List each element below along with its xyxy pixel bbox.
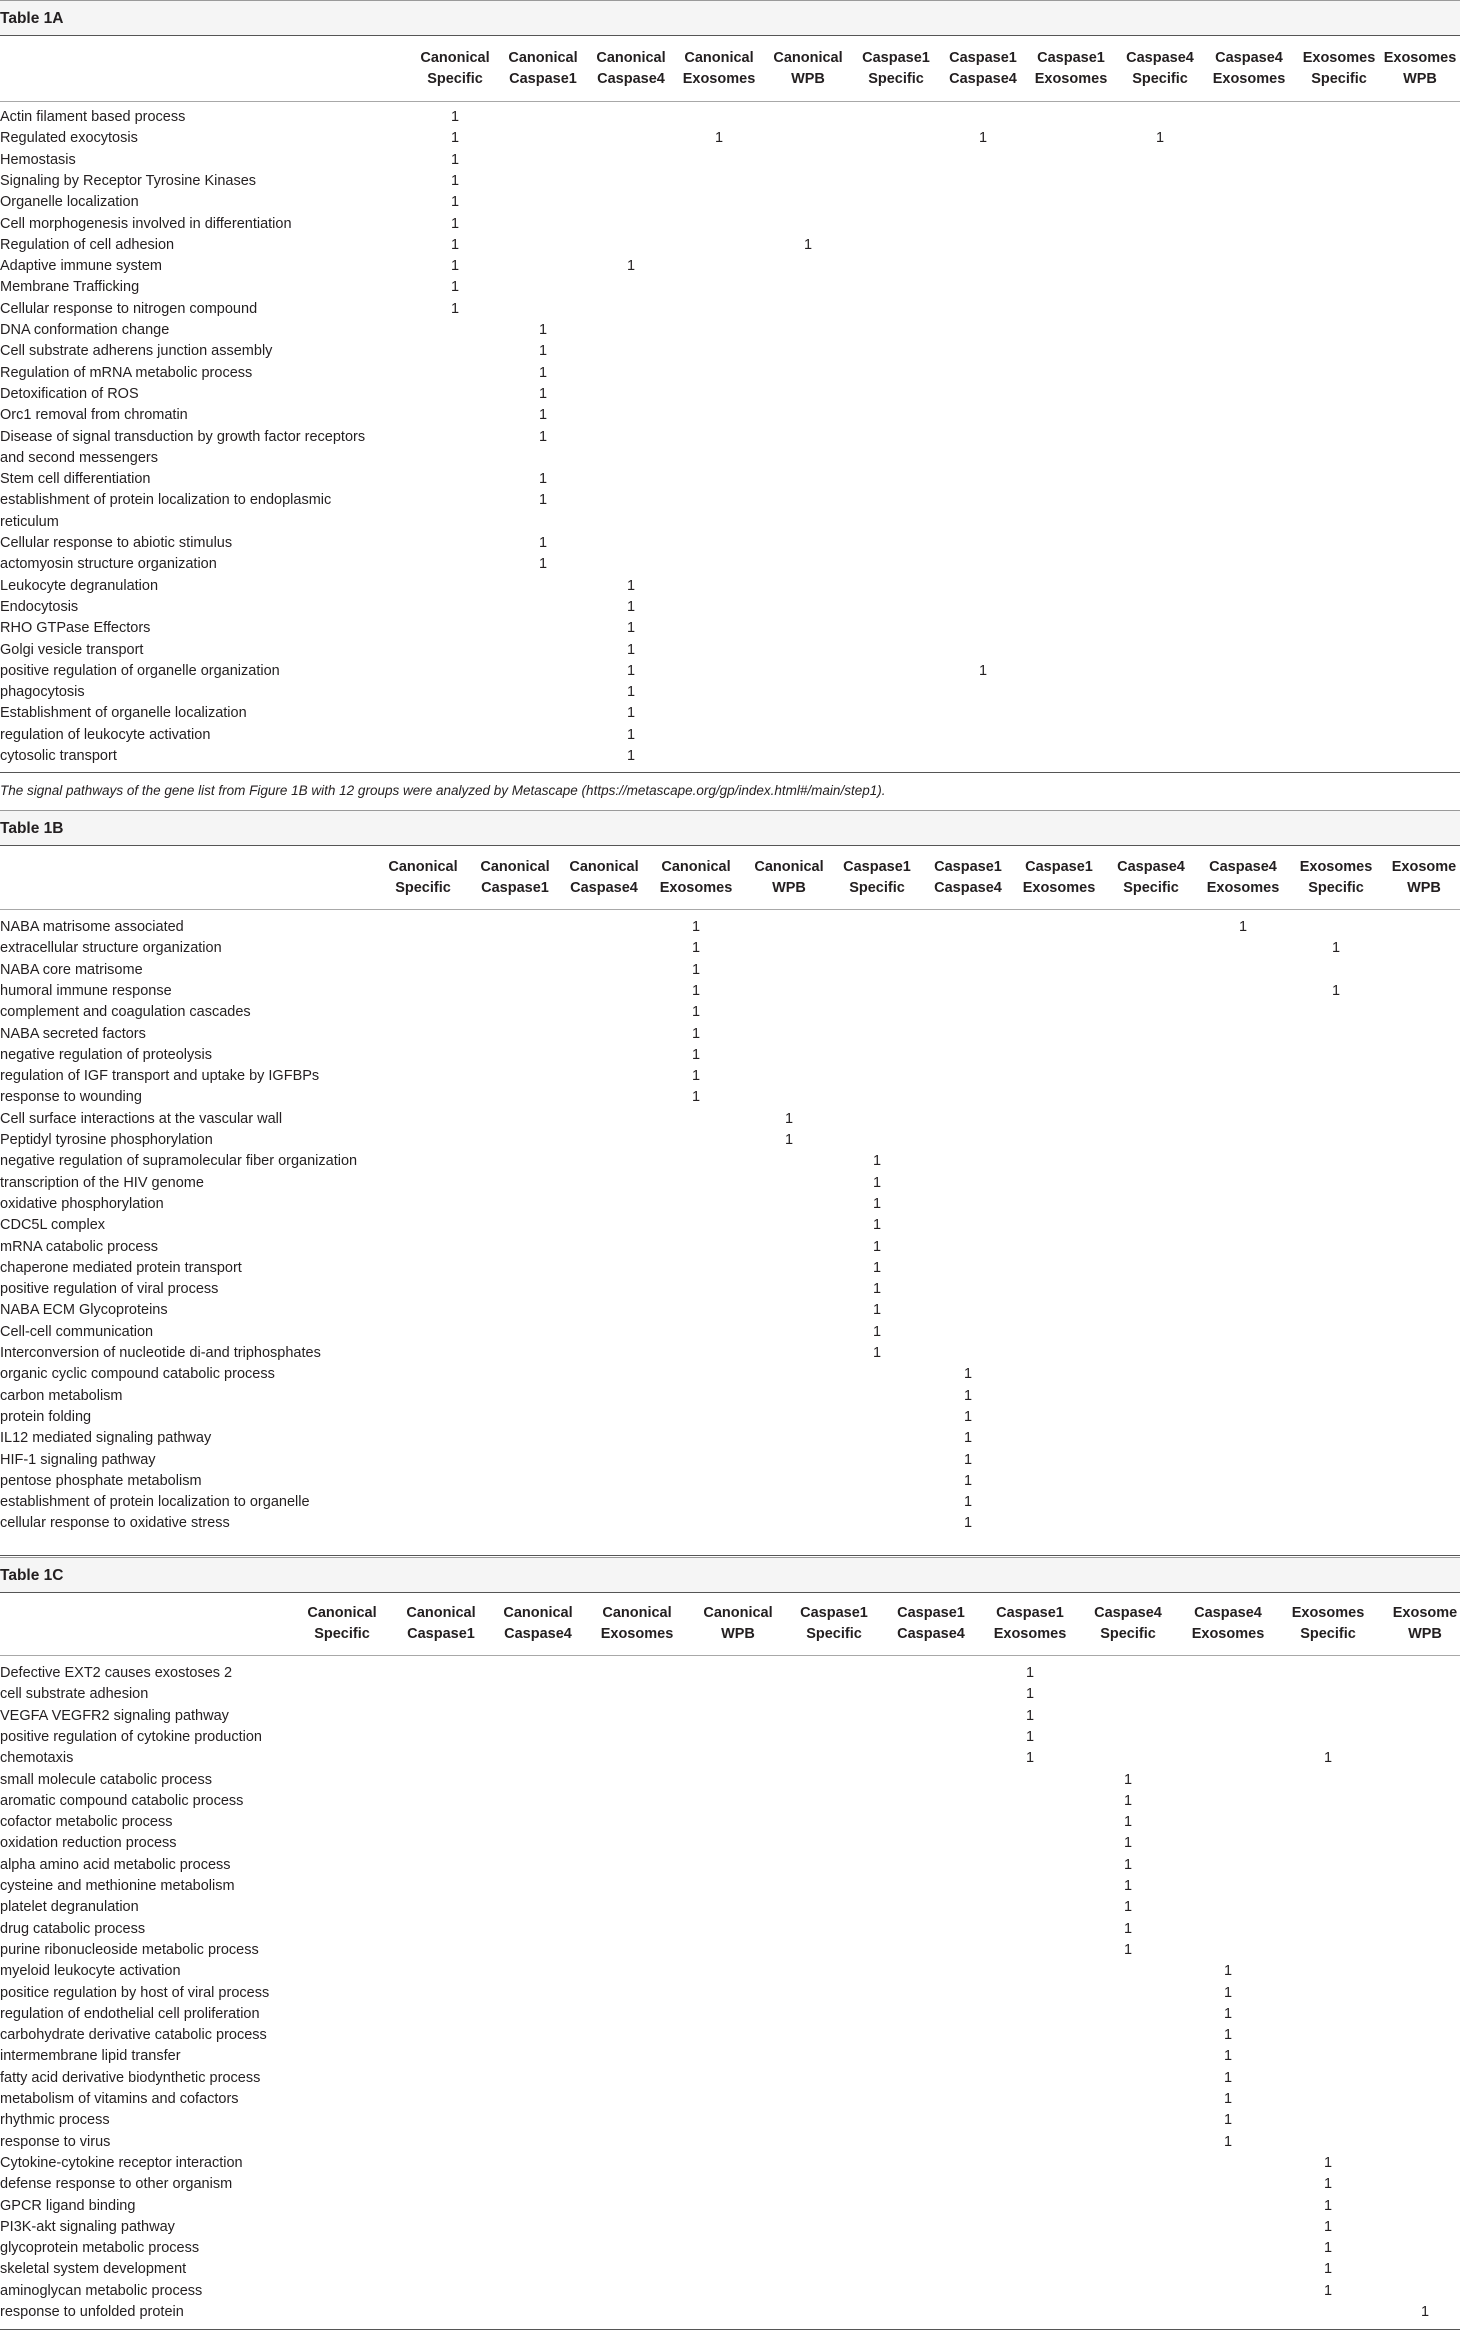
row-label: Regulation of mRNA metabolic process xyxy=(0,364,253,381)
cell-value: 1 xyxy=(691,1068,701,1085)
row-label: cell substrate adhesion xyxy=(0,1686,149,1703)
row-label: organic cyclic compound catabolic process xyxy=(0,1366,275,1383)
row-label: intermembrane lipid transfer xyxy=(0,2048,181,2065)
row-label: Membrane Trafficking xyxy=(0,279,140,296)
row-label: purine ribonucleoside metabolic process xyxy=(0,1941,259,1958)
cell-value: 1 xyxy=(978,130,988,147)
cell-value: 1 xyxy=(538,385,548,402)
cell-value: 1 xyxy=(1323,1750,1333,1767)
row-label: VEGFA VEGFR2 signaling pathway xyxy=(0,1707,229,1724)
row-label: Cell morphogenesis involved in differentiation xyxy=(0,215,292,232)
row-label: Disease of signal transduction by growth factor receptors and second messengers xyxy=(0,428,366,466)
cell-value: 1 xyxy=(963,1430,973,1447)
column-header: Exosomes Specific xyxy=(1291,1605,1365,1642)
cell-value: 1 xyxy=(691,919,701,935)
row-label: Establishment of organelle localization xyxy=(0,705,247,722)
cell-value: 1 xyxy=(626,705,636,722)
cell-value: 1 xyxy=(626,641,636,658)
row-label: Interconversion of nucleotide di-and triphosphates xyxy=(0,1345,321,1361)
row-label: Stem cell differentiation xyxy=(0,471,151,488)
cell-value: 1 xyxy=(1323,2240,1333,2257)
row-label: NABA ECM Glycoproteins xyxy=(0,1302,168,1319)
cell-value: 1 xyxy=(691,1089,701,1106)
cell-value: 1 xyxy=(450,194,460,211)
row-label: pentose phosphate metabolism xyxy=(0,1472,202,1489)
column-header: Canonical Specific xyxy=(307,1605,377,1642)
row-label: cofactor metabolic process xyxy=(0,1814,173,1831)
row-label: skeletal system development xyxy=(0,2261,187,2278)
row-label: extracellular structure organization xyxy=(0,940,222,957)
row-label: establishment of protein localization to organelle xyxy=(0,1494,310,1511)
column-header: Exosomes WPB xyxy=(1383,50,1457,87)
row-label: positive regulation of organelle organization xyxy=(0,662,280,679)
row-label: Defective EXT2 causes exostoses 2 xyxy=(0,1665,233,1681)
row-label: fatty acid derivative biodynthetic process xyxy=(0,2069,261,2086)
cell-value: 1 xyxy=(872,1302,882,1319)
column-header: Caspase4 Exosomes xyxy=(1212,50,1286,87)
cell-value: 1 xyxy=(1223,1963,1233,1980)
cell-value: 1 xyxy=(872,1323,882,1340)
cell-value: 1 xyxy=(538,556,548,573)
column-header: Caspase1 Specific xyxy=(862,50,930,87)
column-header: Exosome WPB xyxy=(1391,859,1457,896)
row-label: DNA conformation change xyxy=(0,322,170,338)
row-label: Endocytosis xyxy=(0,598,79,615)
row-label: Cytokine-cytokine receptor interaction xyxy=(0,2154,243,2171)
cell-value: 1 xyxy=(1223,2048,1233,2065)
row-label: response to virus xyxy=(0,2133,111,2150)
row-label: aromatic compound catabolic process xyxy=(0,1792,244,1809)
cell-value: 1 xyxy=(978,662,988,679)
cell-value: 1 xyxy=(626,598,636,615)
cell-value: 1 xyxy=(872,1259,882,1276)
row-label: myeloid leukocyte activation xyxy=(0,1963,181,1980)
cell-value: 1 xyxy=(538,492,548,509)
row-label: Cellular response to nitrogen compound xyxy=(0,300,258,317)
cell-value: 1 xyxy=(1223,1984,1233,2001)
row-label: aminoglycan metabolic process xyxy=(0,2282,203,2299)
row-label: establishment of protein localization to endoplasmic reticulum xyxy=(0,492,332,530)
cell-value: 1 xyxy=(1223,2027,1233,2044)
row-label: CDC5L complex xyxy=(0,1217,106,1234)
column-header: Caspase1 Caspase4 xyxy=(949,50,1017,87)
cell-value: 1 xyxy=(450,215,460,232)
column-header: Caspase4 Exosomes xyxy=(1206,859,1280,896)
cell-value: 1 xyxy=(1155,130,1165,147)
row-label: positive regulation of cytokine production xyxy=(0,1728,262,1745)
row-label: complement and coagulation cascades xyxy=(0,1004,251,1021)
cell-value: 1 xyxy=(963,1472,973,1489)
row-label: positive regulation of viral process xyxy=(0,1281,219,1298)
row-label: Actin filament based process xyxy=(0,109,186,125)
cell-value: 1 xyxy=(1123,1899,1133,1916)
column-header: Canonical Exosomes xyxy=(682,50,756,87)
row-label: platelet degranulation xyxy=(0,1899,139,1916)
table-title-band xyxy=(0,0,1460,36)
cell-value: 1 xyxy=(1238,919,1248,935)
table-title: Table 1C xyxy=(0,1567,64,1584)
row-label: Regulated exocytosis xyxy=(0,130,138,147)
cell-value: 1 xyxy=(691,982,701,999)
header-rule xyxy=(0,909,1460,910)
column-header: Canonical Exosomes xyxy=(600,1605,674,1642)
cell-value: 1 xyxy=(450,130,460,147)
cell-value: 1 xyxy=(872,1217,882,1234)
row-label: chemotaxis xyxy=(0,1750,74,1767)
column-header: Canonical Specific xyxy=(420,50,490,87)
column-header: Canonical Caspase1 xyxy=(480,859,550,896)
table-top-rule xyxy=(0,845,1460,846)
row-label: rhythmic process xyxy=(0,2112,110,2129)
row-label: positice regulation by host of viral process xyxy=(0,1984,270,2001)
column-header: Canonical Caspase1 xyxy=(406,1605,476,1642)
row-label: actomyosin structure organization xyxy=(0,556,217,573)
table-top-rule xyxy=(0,1592,1460,1593)
cell-value: 1 xyxy=(1025,1728,1035,1745)
cell-value: 1 xyxy=(626,662,636,679)
row-label: regulation of IGF transport and uptake by IGFBPs xyxy=(0,1068,320,1085)
row-label: Cell substrate adherens junction assembly xyxy=(0,343,273,360)
cell-value: 1 xyxy=(1323,2176,1333,2193)
cell-value: 1 xyxy=(1331,982,1341,999)
column-header: Caspase1 Caspase4 xyxy=(897,1605,965,1642)
cell-value: 1 xyxy=(1025,1750,1035,1767)
row-label: NABA secreted factors xyxy=(0,1025,146,1042)
table-title: Table 1A xyxy=(0,10,64,27)
cell-value: 1 xyxy=(538,364,548,381)
cell-value: 1 xyxy=(1223,2133,1233,2150)
row-label: oxidation reduction process xyxy=(0,1835,177,1852)
column-header: Canonical Caspase4 xyxy=(503,1605,573,1642)
column-header: Caspase1 Exosomes xyxy=(1034,50,1108,87)
column-header: Caspase1 Specific xyxy=(800,1605,868,1642)
cell-value: 1 xyxy=(538,343,548,360)
cell-value: 1 xyxy=(538,407,548,424)
row-label: metabolism of vitamins and cofactors xyxy=(0,2091,239,2107)
row-label: IL12 mediated signaling pathway xyxy=(0,1430,212,1447)
row-label: protein folding xyxy=(0,1408,92,1425)
row-label: Organelle localization xyxy=(0,194,139,211)
row-label: drug catabolic process xyxy=(0,1920,146,1937)
cell-value: 1 xyxy=(1223,2091,1233,2107)
cell-value: 1 xyxy=(872,1238,882,1255)
row-label: Peptidyl tyrosine phosphorylation xyxy=(0,1132,213,1148)
table-bottom-rule xyxy=(0,772,1460,773)
cell-value: 1 xyxy=(626,684,636,701)
table-footnote: The signal pathways of the gene list from Figure 1B with 12 groups were analyzed by Metascape (https://metascape.org/gp/index.html#/main/step1). xyxy=(0,783,886,798)
row-label: Orc1 removal from chromatin xyxy=(0,407,188,424)
cell-value: 1 xyxy=(538,535,548,551)
cell-value: 1 xyxy=(872,1195,882,1212)
column-header: Canonical WPB xyxy=(773,50,843,87)
table-title: Table 1B xyxy=(0,820,64,837)
column-header: Caspase1 Exosomes xyxy=(993,1605,1067,1642)
cell-value: 1 xyxy=(803,236,813,253)
row-label: cellular response to oxidative stress xyxy=(0,1515,230,1532)
row-label: Hemostasis xyxy=(0,151,76,168)
row-label: cytosolic transport xyxy=(0,748,117,764)
cell-value: 1 xyxy=(450,109,460,125)
column-header: Canonical Caspase4 xyxy=(569,859,639,896)
cell-value: 1 xyxy=(1123,1792,1133,1809)
column-header: Canonical Exosomes xyxy=(659,859,733,896)
row-label: Detoxification of ROS xyxy=(0,385,139,402)
row-label: humoral immune response xyxy=(0,982,172,999)
column-header: Caspase1 Specific xyxy=(843,859,911,896)
row-label: PI3K-akt signaling pathway xyxy=(0,2218,175,2235)
row-label: NABA core matrisome xyxy=(0,961,143,978)
column-header: Caspase4 Specific xyxy=(1126,50,1194,87)
cell-value: 1 xyxy=(963,1366,973,1383)
cell-value: 1 xyxy=(872,1153,882,1170)
cell-value: 1 xyxy=(1123,1941,1133,1958)
row-label: phagocytosis xyxy=(0,684,85,701)
cell-value: 1 xyxy=(626,577,636,594)
cell-value: 1 xyxy=(538,322,548,338)
cell-value: 1 xyxy=(1025,1686,1035,1703)
row-label: regulation of endothelial cell proliferation xyxy=(0,2005,260,2022)
column-header: Canonical Caspase4 xyxy=(596,50,666,87)
row-label: Signaling by Receptor Tyrosine Kinases xyxy=(0,172,257,189)
cell-value: 1 xyxy=(626,726,636,743)
row-label: Golgi vesicle transport xyxy=(0,641,144,658)
cell-value: 1 xyxy=(1323,2197,1333,2214)
cell-value: 1 xyxy=(538,428,548,445)
cell-value: 1 xyxy=(1323,2282,1333,2299)
cell-value: 1 xyxy=(963,1387,973,1404)
cell-value: 1 xyxy=(872,1345,882,1361)
cell-value: 1 xyxy=(450,151,460,168)
cell-value: 1 xyxy=(626,258,636,275)
column-header: Caspase1 Exosomes xyxy=(1022,859,1096,896)
row-label: transcription of the HIV genome xyxy=(0,1174,204,1191)
column-header: Caspase1 Caspase4 xyxy=(934,859,1002,896)
cell-value: 1 xyxy=(963,1451,973,1468)
row-label: NABA matrisome associated xyxy=(0,919,184,935)
cell-value: 1 xyxy=(963,1515,973,1532)
cell-value: 1 xyxy=(691,1025,701,1042)
row-label: chaperone mediated protein transport xyxy=(0,1259,242,1276)
column-header: Caspase4 Specific xyxy=(1117,859,1185,896)
cell-value: 1 xyxy=(1123,1771,1133,1788)
row-label: Leukocyte degranulation xyxy=(0,577,159,594)
cell-value: 1 xyxy=(1323,2218,1333,2235)
row-label: negative regulation of proteolysis xyxy=(0,1046,212,1063)
column-header: Canonical WPB xyxy=(754,859,824,896)
column-header: Exosomes Specific xyxy=(1302,50,1376,87)
cell-value: 1 xyxy=(691,1046,701,1063)
cell-value: 1 xyxy=(1123,1920,1133,1937)
cell-value: 1 xyxy=(1331,940,1341,957)
cell-value: 1 xyxy=(691,1004,701,1021)
row-label: defense response to other organism xyxy=(0,2176,233,2193)
cell-value: 1 xyxy=(450,300,460,317)
cell-value: 1 xyxy=(1420,2304,1430,2320)
table-title-band xyxy=(0,810,1460,846)
column-header: Canonical WPB xyxy=(703,1605,773,1642)
row-label: glycoprotein metabolic process xyxy=(0,2240,200,2257)
row-label: alpha amino acid metabolic process xyxy=(0,1856,231,1873)
row-label: regulation of leukocyte activation xyxy=(0,726,211,743)
row-label: HIF-1 signaling pathway xyxy=(0,1451,156,1468)
row-label: carbon metabolism xyxy=(0,1387,123,1404)
table-bottom-rule xyxy=(0,1555,1460,1556)
column-header: Exosome WPB xyxy=(1392,1605,1458,1642)
cell-value: 1 xyxy=(1025,1707,1035,1724)
cell-value: 1 xyxy=(872,1281,882,1298)
cell-value: 1 xyxy=(1323,2154,1333,2171)
table-title-band xyxy=(0,1557,1460,1593)
column-header: Exosomes Specific xyxy=(1299,859,1373,896)
column-header: Canonical Specific xyxy=(388,859,458,896)
cell-value: 1 xyxy=(626,748,636,764)
row-label: GPCR ligand binding xyxy=(0,2197,136,2214)
cell-value: 1 xyxy=(1123,1814,1133,1831)
row-label: Cellular response to abiotic stimulus xyxy=(0,535,233,551)
row-label: response to unfolded protein xyxy=(0,2304,184,2320)
cell-value: 1 xyxy=(714,130,724,147)
cell-value: 1 xyxy=(626,620,636,637)
cell-value: 1 xyxy=(450,279,460,296)
column-header: Canonical Caspase1 xyxy=(508,50,578,87)
row-label: cysteine and methionine metabolism xyxy=(0,1878,235,1894)
cell-value: 1 xyxy=(538,471,548,488)
cell-value: 1 xyxy=(784,1110,794,1127)
column-header: Caspase4 Exosomes xyxy=(1191,1605,1265,1642)
table-top-rule xyxy=(0,35,1460,36)
row-label: Cell surface interactions at the vascular wall xyxy=(0,1110,283,1127)
row-label: carbohydrate derivative catabolic process xyxy=(0,2027,267,2044)
row-label: small molecule catabolic process xyxy=(0,1771,212,1788)
cell-value: 1 xyxy=(1323,2261,1333,2278)
cell-value: 1 xyxy=(450,172,460,189)
cell-value: 1 xyxy=(450,258,460,275)
row-label: RHO GTPase Effectors xyxy=(0,620,151,637)
cell-value: 1 xyxy=(1223,2112,1233,2129)
cell-value: 1 xyxy=(450,236,460,253)
header-rule xyxy=(0,1655,1460,1656)
row-label: negative regulation of supramolecular fiber organization xyxy=(0,1153,358,1170)
row-label: mRNA catabolic process xyxy=(0,1238,158,1255)
row-label: Regulation of cell adhesion xyxy=(0,236,175,253)
cell-value: 1 xyxy=(1123,1835,1133,1852)
cell-value: 1 xyxy=(963,1494,973,1511)
cell-value: 1 xyxy=(1223,2005,1233,2022)
cell-value: 1 xyxy=(691,961,701,978)
cell-value: 1 xyxy=(691,940,701,957)
row-label: response to wounding xyxy=(0,1089,142,1106)
row-label: Cell-cell communication xyxy=(0,1323,154,1340)
cell-value: 1 xyxy=(963,1408,973,1425)
cell-value: 1 xyxy=(1123,1878,1133,1894)
cell-value: 1 xyxy=(1223,2069,1233,2086)
cell-value: 1 xyxy=(1123,1856,1133,1873)
cell-value: 1 xyxy=(872,1174,882,1191)
cell-value: 1 xyxy=(784,1132,794,1148)
header-rule xyxy=(0,101,1460,102)
column-header: Caspase4 Specific xyxy=(1094,1605,1162,1642)
row-label: oxidative phosphorylation xyxy=(0,1195,164,1212)
cell-value: 1 xyxy=(1025,1665,1035,1681)
row-label: Adaptive immune system xyxy=(0,258,162,275)
